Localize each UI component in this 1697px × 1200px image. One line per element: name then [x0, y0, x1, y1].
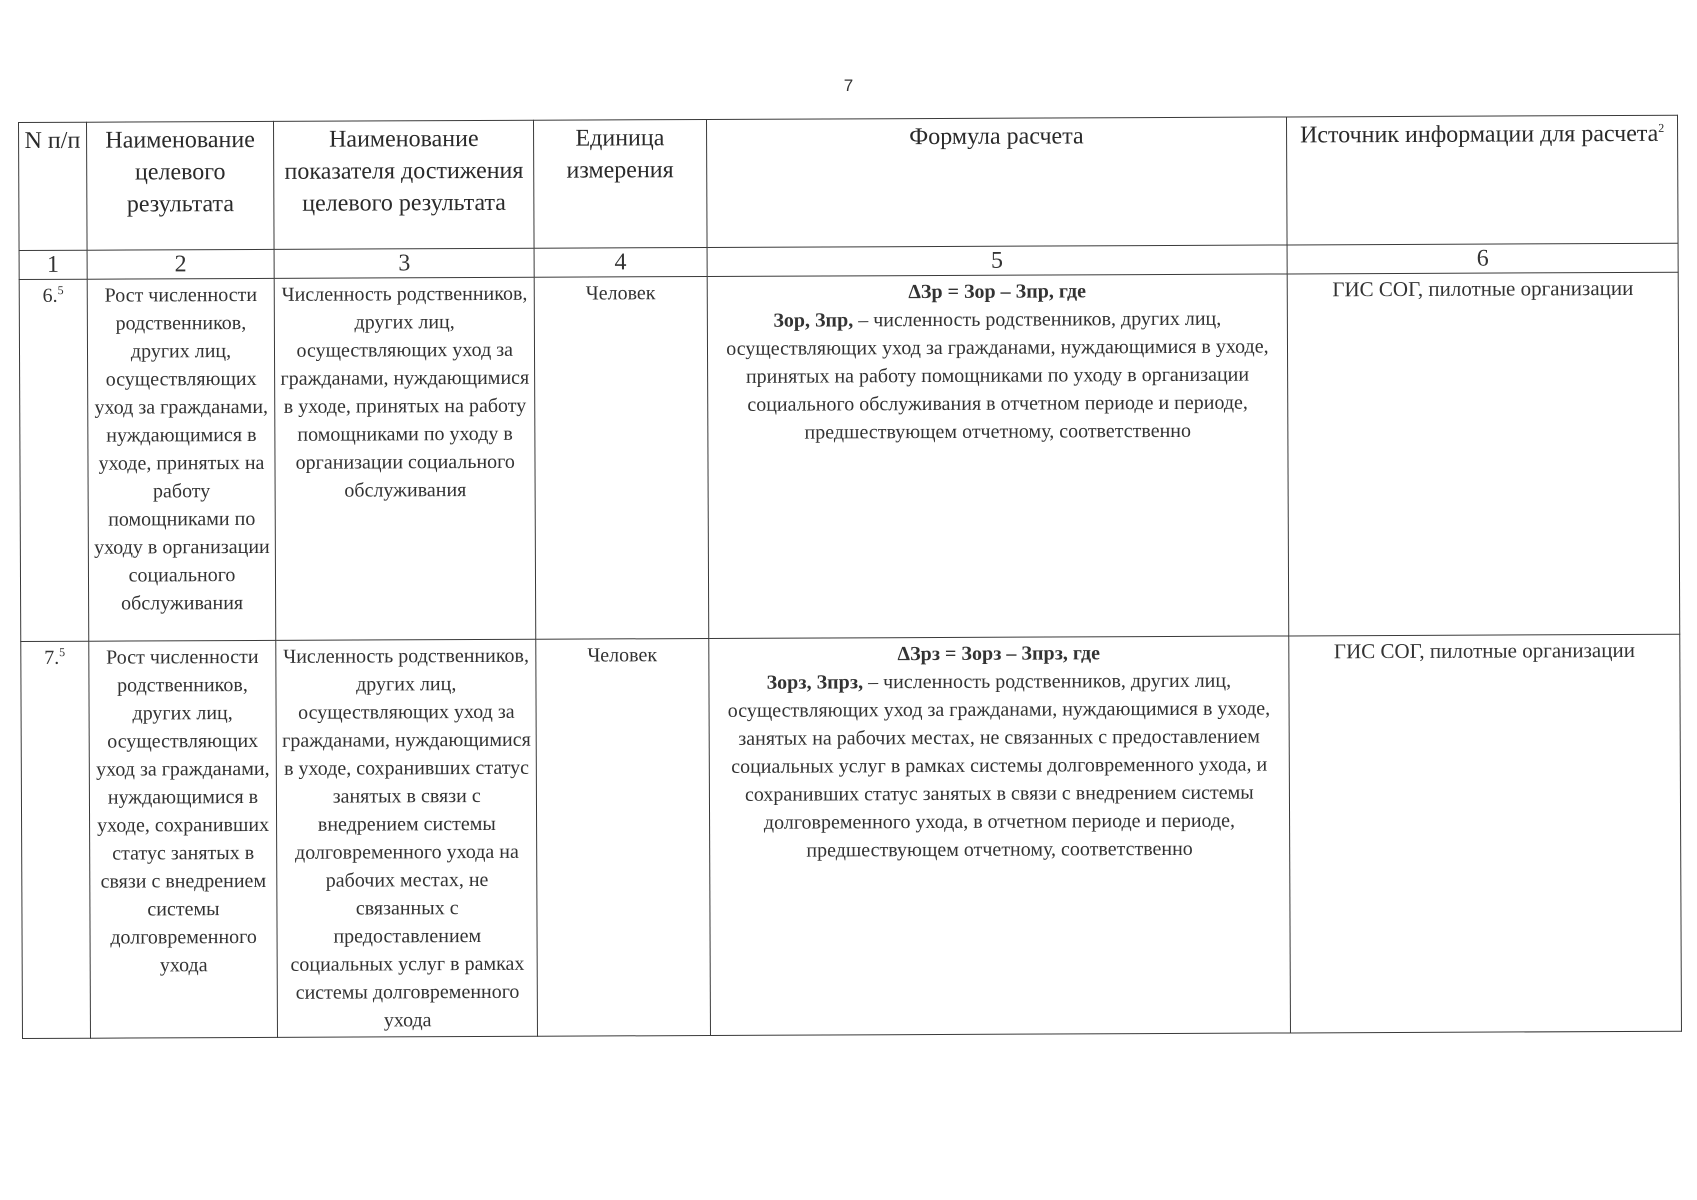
formula-variables: Зорз, Зпрз,: [766, 671, 864, 694]
header-target-name: Наименование целевого результата: [86, 121, 274, 250]
row-number: [19, 279, 88, 641]
formula-text: – численность родственников, других лиц, осуществляющих уход за гражданами, нуждающимися в уходе, занятых на рабочих местах, не связанных с предоставлением социальных услуг в рамках системы долговременного ухода, и сохранивших статус занятых в связи с внедрением системы долговременного ухода, в отчетном периоде и периоде, предшествующем отчетному, соответственно: [727, 669, 1271, 862]
page-number: 7: [843, 76, 854, 95]
column-number: 5: [707, 245, 1288, 277]
unit-cell: Человек: [534, 276, 708, 639]
row-number-footnote: 5: [59, 645, 66, 660]
table-row: [21, 634, 1682, 1038]
table-row: [19, 272, 1680, 641]
column-number: 2: [87, 249, 275, 279]
header-unit: Единица измерения: [534, 119, 707, 248]
formula-main: ΔЗрз = Зорз – Зпрз, где: [897, 642, 1100, 666]
row-number: [21, 641, 90, 1038]
row-number-text: 6.: [42, 284, 58, 307]
header-formula: Формула расчета: [706, 117, 1287, 248]
unit-cell: Человек: [536, 638, 710, 1036]
header-source: [1287, 115, 1678, 245]
formula-description: [710, 304, 1284, 447]
target-name-cell: Рост численности родственников, других лиц, осуществляющих уход за гражданами, нуждающимися в уходе, принятых на работу помощниками по уходу в организации социального обслуживания: [87, 278, 276, 641]
header-source-text: Источник информации для расчета: [1299, 120, 1659, 149]
formula-main: ΔЗр = Зор – Зпр, где: [908, 280, 1086, 304]
header-indicator-name: Наименование показателя достижения целевого результата: [274, 120, 534, 249]
header-source-footnote: 2: [1658, 120, 1665, 135]
header-num: N п/п: [19, 122, 87, 250]
source-cell: ГИС СОГ, пилотные организации: [1287, 272, 1679, 636]
formula-description: [712, 666, 1286, 865]
column-number: 3: [274, 248, 534, 278]
formula-cell: [707, 274, 1289, 639]
formula-variables: Зор, Зпр,: [773, 309, 854, 332]
indicator-name-cell: Численность родственников, других лиц, осуществляющих уход за гражданами, нуждающимися в уходе, сохранивших статус занятых в связи с внедрением системы долговременного ухода на рабочих местах, не связанных с предоставлением социальных услуг в рамках системы долговременного ухода: [276, 639, 537, 1037]
header-row: [19, 115, 1679, 250]
indicators-table: [18, 115, 1682, 1039]
row-number-footnote: 5: [57, 283, 64, 298]
column-number: 4: [534, 247, 707, 277]
source-cell: ГИС СОГ, пилотные организации: [1289, 634, 1682, 1033]
formula-text: – численность родственников, других лиц, осуществляющих уход за гражданами, нуждающимися в уходе, принятых на работу помощниками по уходу в организации социального обслуживания в отчетном периоде и периоде, предшествующем отчетному, соответственно: [726, 307, 1269, 444]
indicator-name-cell: Численность родственников, других лиц, осуществляющих уход за гражданами, нуждающимися в уходе, принятых на работу помощниками по уходу в организации социального обслуживания: [275, 277, 536, 640]
column-number: 6: [1287, 243, 1678, 274]
row-number-text: 7.: [44, 646, 60, 669]
formula-cell: [708, 636, 1290, 1036]
target-name-cell: Рост численности родственников, других лиц, осуществляющих уход за гражданами, нуждающимися в уходе, сохранивших статус занятых в связи с внедрением системы долговременного ухода: [88, 640, 277, 1038]
column-number: 1: [19, 250, 87, 279]
